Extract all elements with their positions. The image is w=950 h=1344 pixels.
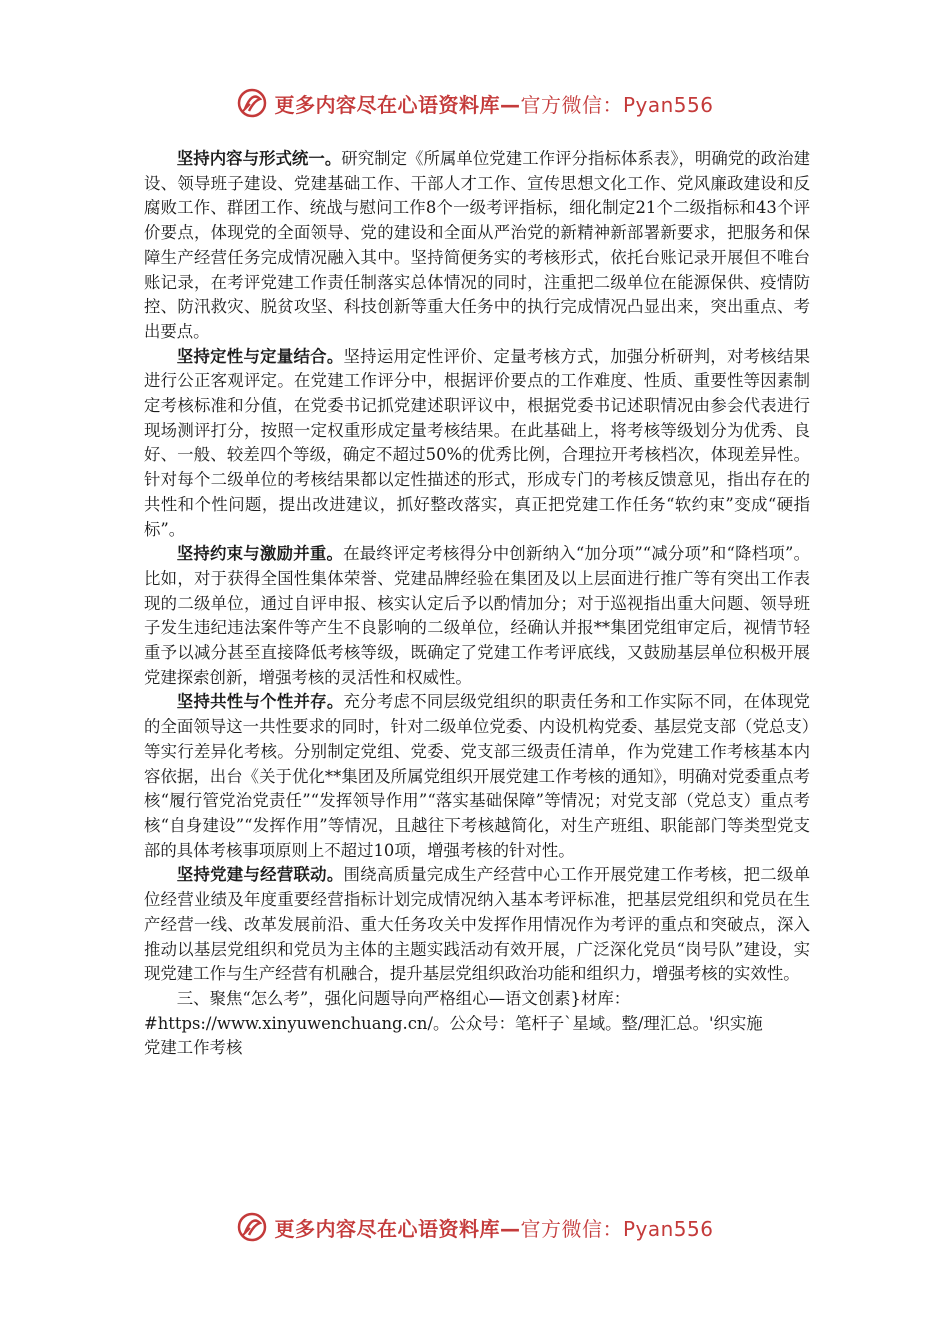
paragraph-body: 坚持运用定性评价、定量考核方式，加强分析研判，对考核结果进行公正客观评定。在党建工作评分中，根据评价要点的工作难度、性质、重要性等因素制定考核标准和分值，在党委书记抓党建述职评议中，根据党委书记述职情况由参会代表进行现场测评打分，按照一定权重形成定量考核结果。在此基础上，将考核等级划分为优秀、良好、一般、较差四个等级，确定不超过50%的优秀比例，合理拉开考核档次，体现差异性。针对每个二级单位的考核结果都以定性描述的形式，形成专门的考核反馈意见，指出存在的共性和个性问题，提出改进建议，抓好整改落实，真正把党建工作任务“软约束”变成“硬指标”。 <box>144 346 811 539</box>
closing-line-3: 党建工作考核 <box>144 1038 243 1058</box>
paragraph <box>144 345 810 543</box>
banner-wechat-text: 官方微信：Pyan556 <box>520 92 714 117</box>
banner-wechat-text: 官方微信：Pyan556 <box>520 1216 714 1241</box>
banner-site-text: 更多内容尽在心语资料库— <box>274 1216 521 1241</box>
paragraph-body: 研究制定《所属单位党建工作评分指标体系表》，明确党的政治建设、领导班子建设、党建基础工作、干部人才工作、宣传思想文化工作、党风廉政建设和反腐败工作、群团工作、统战与慰问工作8个一级考评指标，细化制定21个二级指标和43个评价要点，体现党的全面领导、党的建设和全面从严治党的新精神新部署新要求，把服务和保障生产经营任务完成情况融入其中。坚持简便务实的考核形式，依托台账记录开展但不唯台账记录，在考评党建工作责任制落实总体情况的同时，注重把二级单位在能源保供、疫情防控、防汛救灾、脱贫攻坚、科技创新等重大任务中的执行完成情况凸显出来，突出重点、考出要点。 <box>144 149 810 341</box>
red-swirl-logo-icon <box>236 1211 268 1243</box>
paragraph <box>144 690 810 863</box>
paragraph-heading: 坚持内容与形式统一。 <box>176 149 342 168</box>
closing-line-1: 三、聚焦“怎么考”，强化问题导向严格组心—语文创素}材库： <box>176 988 631 1008</box>
banner-text[interactable] <box>274 1213 713 1242</box>
paragraph-body: 围绕高质量完成生产经营中心工作开展党建工作考核，把二级单位经营业绩及年度重要经营指标计划完成情况纳入基本考评标准，把基层党组织和党员在生产经营一线、改革发展前沿、重大任务攻关中发挥作用情况作为考评的重点和突破点，深入推动以基层党组织和党员为主体的主题实践活动有效开展，广泛深化党员“岗号队”建设，实现党建工作与生产经营有机融合，提升基层党组织政治功能和组织力，增强考核的实效性。 <box>144 865 811 984</box>
red-swirl-logo-icon <box>236 87 268 119</box>
paragraph-heading: 坚持约束与激励并重。 <box>176 544 344 564</box>
closing-paragraph <box>144 987 810 1061</box>
closing-line-2: #https://www.xinyuwenchuang.cn/。公众号：笔杆子`星域。整/理汇总。'织实施 <box>144 1013 763 1033</box>
paragraph-heading: 坚持定性与定量结合。 <box>176 346 344 366</box>
paragraph-body: 充分考虑不同层级党组织的职责任务和工作实际不同，在体现党的全面领导这一共性要求的同时，针对二级单位党委、内设机构党委、基层党支部（党总支）等实行差异化考核。分别制定党组、党委、党支部三级责任清单，作为党建工作考核基本内容依据，出台《关于优化**集团及所属党组织开展党建工作考核的通知》，明确对党委重点考核“履行管党治党责任”“发挥领导作用”“落实基础保障”等情况；对党支部（党总支）重点考核“自身建设”“发挥作用”等情况，且越往下考核越简化，对生产班组、职能部门等类型党支部的具体考核事项原则上不超过10项，增强考核的针对性。 <box>144 692 811 860</box>
banner-text[interactable] <box>274 89 713 118</box>
footer-banner <box>0 1207 950 1247</box>
paragraph-body: 在最终评定考核得分中创新纳入“加分项”“减分项”和“降档项”。比如，对于获得全国性集体荣誉、党建品牌经验在集团及以上层面进行推广等有突出工作表现的二级单位，通过自评申报、核实认定后予以酌情加分；对于巡视指出重大问题、领导班子发生违纪违法案件等产生不良影响的二级单位，经确认并报**集团党组审定后，视情节轻重予以减分甚至直接降低考核等级，既确定了党建工作考评底线，又鼓励基层单位积极开展党建探索创新，增强考核的灵活性和权威性。 <box>144 544 810 687</box>
header-banner <box>0 83 950 123</box>
document-body <box>144 147 810 1061</box>
paragraph <box>144 863 810 987</box>
paragraph <box>144 542 810 690</box>
paragraph <box>144 147 810 345</box>
banner-site-text: 更多内容尽在心语资料库— <box>274 92 521 117</box>
paragraph-heading: 坚持共性与个性并存。 <box>176 692 344 712</box>
paragraph-heading: 坚持党建与经营联动。 <box>176 865 344 885</box>
